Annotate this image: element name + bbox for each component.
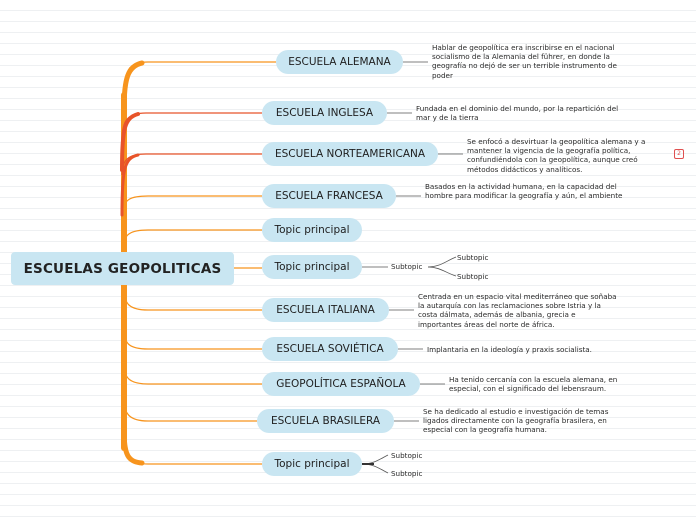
branch-norteamericana [122,154,262,175]
branch-espanola [124,365,262,384]
note-escuela-sovietica: Implantaria en la ideología y praxis socialista. [427,345,592,354]
subtopic-2[interactable]: Subtopic [391,262,423,271]
branch-francesa [124,196,262,210]
note-escuela-norteamericana: Se enfocó a desvirtuar la geopolítica alemana y a mantener la vigencia de la geografía política, confundiéndola con la geopolítica, aunque creó métodos didácticos y analíticos. [467,137,646,174]
topic-escuela-italiana[interactable]: ESCUELA ITALIANA [262,298,389,322]
branch-inglesa [122,113,262,140]
branch-alemana [124,62,276,100]
branch-topic1 [124,230,262,245]
topic-escuela-norteamericana[interactable]: ESCUELA NORTEAMERICANA [262,142,438,166]
topic-geopolitica-espanola[interactable]: GEOPOLÍTICA ESPAÑOLA [262,372,420,396]
topic-escuela-alemana[interactable]: ESCUELA ALEMANA [276,50,403,74]
topic-escuela-francesa[interactable]: ESCUELA FRANCESA [262,184,396,208]
topic-escuela-inglesa[interactable]: ESCUELA INGLESA [262,101,387,125]
branch-brasilera [124,400,257,421]
central-topic[interactable]: ESCUELAS GEOPOLITICAS [11,252,234,285]
note-escuela-alemana: Hablar de geopolítica era inscribirse en el nacional socialismo de la Alemania del führer, en donde la geografía no dejó de ser un terrible instrumento de poder [432,43,617,80]
topic-principal-2[interactable]: Topic principal [262,255,362,279]
note-escuela-inglesa: Fundada en el dominio del mundo, por la repartición del mar y de la tierra [416,104,619,123]
topic-principal-1[interactable]: Topic principal [262,218,362,242]
subsubtopic-2-b[interactable]: Subtopic [457,272,489,281]
subtopic-3-a[interactable]: Subtopic [391,451,423,460]
note-escuela-brasilera: Se ha dedicado al estudio e investigación de temas ligados directamente con la geografía brasilera, en especial con la geografía humana. [423,407,609,435]
topic-escuela-brasilera[interactable]: ESCUELA BRASILERA [257,409,394,433]
topic-principal-3[interactable]: Topic principal [262,452,362,476]
note-escuela-italiana: Centrada en un espacio vital mediterráneo que soñaba la autarquía con las reclamaciones sobre Istria y la costa dálmata, además de albania, grecia e importantes áreas del norte de áfrica. [418,292,617,329]
topic-escuela-sovietica[interactable]: ESCUELA SOVIÉTICA [262,337,398,361]
branch-sovietica [124,330,262,349]
note-geopolitica-espanola: Ha tenido cercanía con la escuela alemana, en especial, con el significado del lebensraum. [449,375,618,394]
branch-italiana [124,290,262,310]
subtopic-3-b[interactable]: Subtopic [391,469,423,478]
note-count-badge[interactable]: 2 [674,149,684,159]
note-escuela-francesa: Basados en la actividad humana, en la capacidad del hombre para modificar la geografía y aún, el ambiente [425,182,623,201]
branch-topic3 [124,440,262,464]
subsubtopic-2-a[interactable]: Subtopic [457,253,489,262]
